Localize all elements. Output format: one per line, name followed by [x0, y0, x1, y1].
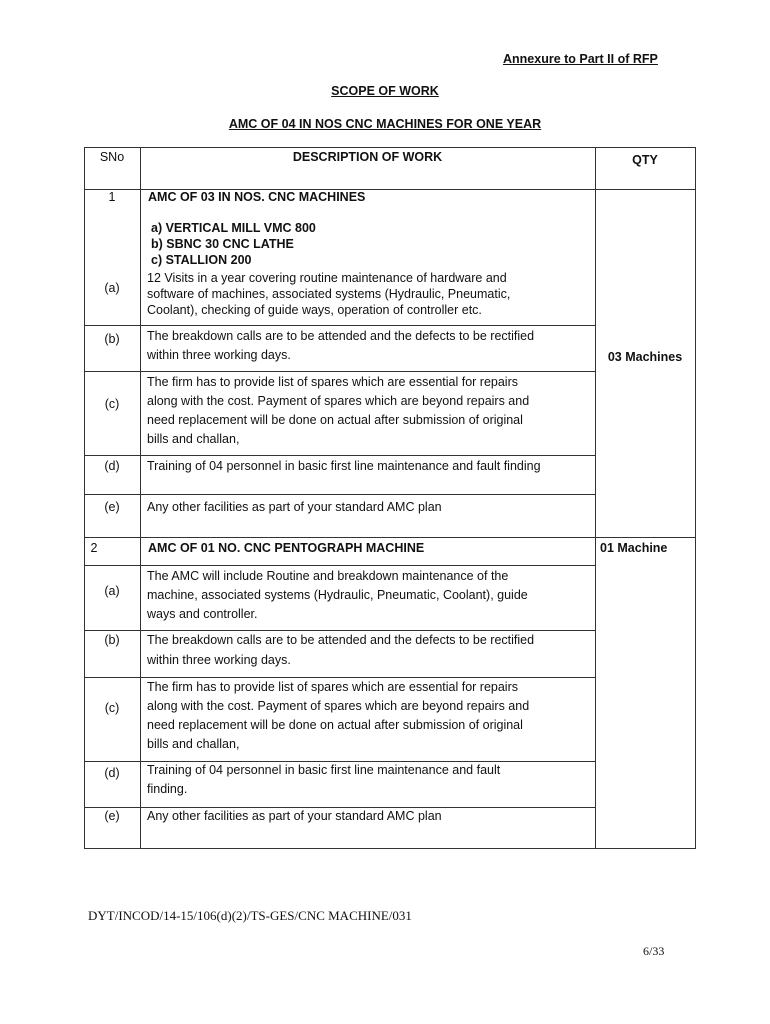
row-label: (e) [104, 500, 120, 514]
column-header-sno: SNo [99, 150, 125, 164]
row-description-line: along with the cost. Payment of spares which are beyond repairs and [147, 394, 530, 408]
page-number: 6/33 [643, 944, 665, 958]
row-description-line: along with the cost. Payment of spares which are beyond repairs and [147, 699, 530, 713]
column-header-description: DESCRIPTION OF WORK [292, 150, 443, 164]
row-description-line: within three working days. [147, 348, 291, 362]
document-reference: DYT/INCOD/14-15/106(d)(2)/TS-GES/CNC MACHINE/031 [88, 908, 412, 923]
row-label: (d) [104, 766, 120, 780]
row-label: (d) [104, 459, 120, 473]
row-description-line: software of machines, associated systems (Hydraulic, Pneumatic, [147, 287, 511, 301]
row-description-line: bills and challan, [147, 432, 240, 446]
qty-value: 01 Machine [600, 541, 668, 555]
scope-heading: SCOPE OF WORK [331, 84, 439, 98]
row-description-line: machine, associated systems (Hydraulic, Pneumatic, Coolant), guide [147, 588, 528, 602]
machine-item: c) STALLION 200 [151, 253, 252, 267]
row-description-line: need replacement will be done on actual after submission of original [147, 413, 523, 427]
row-description-line: The AMC will include Routine and breakdown maintenance of the [147, 569, 509, 583]
column-header-qty: QTY [632, 153, 658, 167]
row-description-line: 12 Visits in a year covering routine maintenance of hardware and [147, 271, 507, 285]
section-title: AMC OF 01 NO. CNC PENTOGRAPH MACHINE [148, 541, 425, 555]
machine-item: a) VERTICAL MILL VMC 800 [151, 221, 316, 235]
row-label: (b) [104, 633, 120, 647]
row-description-line: Coolant), checking of guide ways, operation of controller etc. [147, 303, 482, 317]
section-number: 2 [90, 541, 98, 555]
row-description-line: Training of 04 personnel in basic first line maintenance and fault [147, 763, 501, 777]
row-label: (c) [104, 701, 120, 715]
row-description-line: Training of 04 personnel in basic first line maintenance and fault finding [147, 459, 541, 473]
qty-value: 03 Machines [607, 350, 683, 364]
row-description-line: need replacement will be done on actual after submission of original [147, 718, 523, 732]
row-description-line: The firm has to provide list of spares which are essential for repairs [147, 680, 518, 694]
section-number: 1 [108, 190, 116, 204]
row-label: (b) [104, 332, 120, 346]
annexure-label: Annexure to Part II of RFP [503, 52, 658, 66]
row-label: (c) [104, 397, 120, 411]
row-label: (e) [104, 809, 120, 823]
document-title: AMC OF 04 IN NOS CNC MACHINES FOR ONE YEAR [228, 117, 542, 131]
row-description-line: ways and controller. [147, 607, 258, 621]
row-description-line: bills and challan, [147, 737, 240, 751]
row-description-line: The breakdown calls are to be attended and the defects to be rectified [147, 633, 535, 647]
row-label: (a) [104, 281, 120, 295]
row-description-line: The firm has to provide list of spares which are essential for repairs [147, 375, 518, 389]
section-title: AMC OF 03 IN NOS. CNC MACHINES [148, 190, 366, 204]
row-description-line: Any other facilities as part of your standard AMC plan [147, 500, 442, 514]
machine-item: b) SBNC 30 CNC LATHE [151, 237, 294, 251]
row-label: (a) [104, 584, 120, 598]
row-description-line: Any other facilities as part of your standard AMC plan [147, 809, 442, 823]
row-description-line: within three working days. [147, 653, 291, 667]
row-description-line: finding. [147, 782, 188, 796]
row-description-line: The breakdown calls are to be attended and the defects to be rectified [147, 329, 535, 343]
